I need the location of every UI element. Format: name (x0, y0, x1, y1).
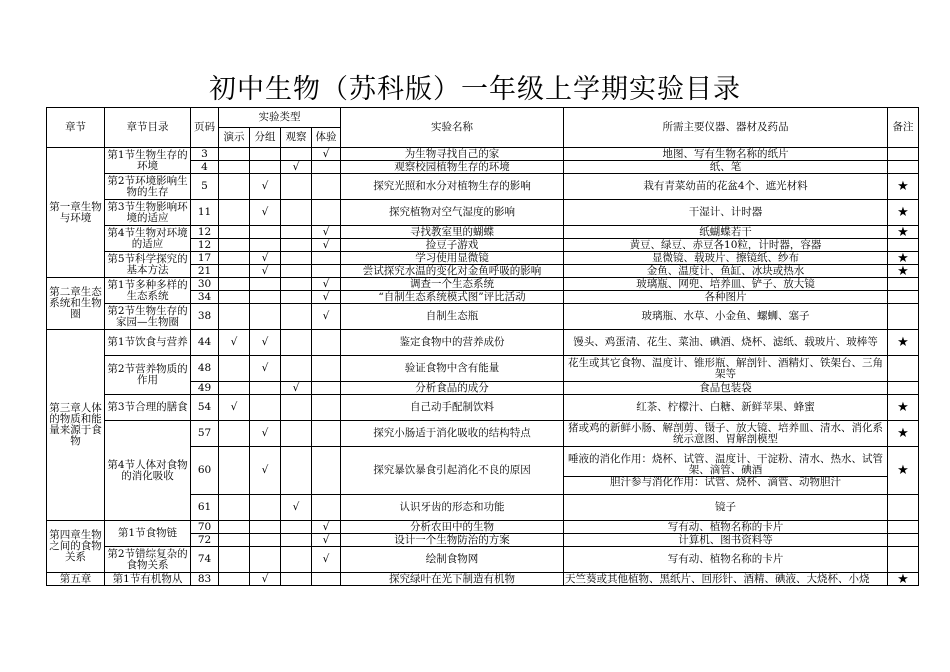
demo-cell (219, 200, 250, 226)
experience-cell (312, 330, 341, 356)
experience-cell: √ (312, 547, 341, 573)
group-cell: √ (250, 421, 281, 447)
materials-cell: 天竺葵或其他植物、黑纸片、回形针、酒精、碘液、大烧杯、小烧 (564, 573, 888, 586)
materials-cell: 纸蝴蝶若干 (564, 226, 888, 239)
materials-cell: 花生或其它食物、温度计、锥形瓶、解剖针、酒精灯、铁架台、三角架等 (564, 356, 888, 382)
group-cell (250, 161, 281, 174)
demo-cell (219, 278, 250, 291)
experience-cell (312, 382, 341, 395)
materials-cell: 镜子 (564, 495, 888, 521)
experiment-name-cell: 分析农田中的生物 (341, 521, 564, 534)
note-cell (888, 356, 919, 382)
experiment-name-cell: 探究植物对空气湿度的影响 (341, 200, 564, 226)
materials-cell: 干湿计、计时器 (564, 200, 888, 226)
experience-cell (312, 395, 341, 421)
materials-cell: 玻璃瓶、网兜、培养皿、铲子、放大镜 (564, 278, 888, 291)
group-cell: √ (250, 573, 281, 586)
experience-cell (312, 265, 341, 278)
header-type: 实验类型 (219, 108, 341, 128)
experience-cell (312, 573, 341, 586)
experiment-name-cell: 观察校园植物生存的环境 (341, 161, 564, 174)
note-cell (888, 521, 919, 534)
chapter-cell: 第三章人体的物质和能量来源于食物 (47, 330, 105, 521)
experience-cell (312, 252, 341, 265)
demo-cell (219, 447, 250, 495)
experiment-name-cell: 捡豆子游戏 (341, 239, 564, 252)
experiment-name-cell: 设计一个生物防治的方案 (341, 534, 564, 547)
section-cell: 第3节合理的膳食 (105, 395, 191, 421)
experience-cell: √ (312, 226, 341, 239)
observe-cell (281, 148, 312, 161)
experience-cell (312, 174, 341, 200)
materials-cell: 猪或鸡的新鲜小肠、解剖剪、镊子、放大镜、培养皿、清水、消化系统示意图、胃解剖模型 (564, 421, 888, 447)
header-chapter: 章节 (47, 108, 105, 148)
header-type-group: 分组 (250, 128, 281, 148)
group-cell (250, 521, 281, 534)
observe-cell (281, 174, 312, 200)
observe-cell (281, 226, 312, 239)
observe-cell (281, 265, 312, 278)
section-cell: 第1节食物链 (105, 521, 191, 547)
demo-cell (219, 534, 250, 547)
page-cell: 61 (191, 495, 219, 521)
note-cell (888, 547, 919, 573)
demo-cell (219, 573, 250, 586)
demo-cell (219, 239, 250, 252)
note-cell: ★ (888, 265, 919, 278)
page-cell: 54 (191, 395, 219, 421)
demo-cell (219, 291, 250, 304)
note-cell: ★ (888, 226, 919, 239)
materials-cell: 显微镜、载玻片、擦镜纸、纱布 (564, 252, 888, 265)
experiment-name-cell: 探究小肠适于消化吸收的结构特点 (341, 421, 564, 447)
page-title: 初中生物（苏科版）一年级上学期实验目录 (209, 74, 741, 105)
materials-cell: 地图、写有生物名称的纸片 (564, 148, 888, 161)
observe-cell (281, 304, 312, 330)
materials-cell: 黄豆、绿豆、赤豆各10粒，计时器，容器 (564, 239, 888, 252)
group-cell (250, 148, 281, 161)
note-cell (888, 161, 919, 174)
experience-cell: √ (312, 291, 341, 304)
observe-cell (281, 252, 312, 265)
observe-cell: √ (281, 161, 312, 174)
section-cell: 第4节人体对食物的消化吸收 (105, 421, 191, 521)
page-cell: 30 (191, 278, 219, 291)
page-cell: 11 (191, 200, 219, 226)
group-cell: √ (250, 356, 281, 382)
demo-cell: √ (219, 330, 250, 356)
group-cell: √ (250, 174, 281, 200)
experiment-name-cell: 探究光照和水分对植物生存的影响 (341, 174, 564, 200)
header-type-observe: 观察 (281, 128, 312, 148)
materials-cell: 写有动、植物名称的卡片 (564, 547, 888, 573)
group-cell (250, 395, 281, 421)
header-type-demo: 演示 (219, 128, 250, 148)
demo-cell (219, 382, 250, 395)
materials-cell: 玻璃瓶、水草、小金鱼、螺蛳、塞子 (564, 304, 888, 330)
note-cell (888, 291, 919, 304)
group-cell: √ (250, 265, 281, 278)
materials-bile: 胆汁参与消化作用：试管、烧杯、滴管、动物胆汁 (564, 476, 888, 488)
chapter-cell: 第一章生物与环境 (47, 148, 105, 278)
page-cell: 49 (191, 382, 219, 395)
demo-cell (219, 521, 250, 534)
page-cell: 3 (191, 148, 219, 161)
note-cell: ★ (888, 395, 919, 421)
chapter-cell: 第二章生态系统和生物圈 (47, 278, 105, 330)
materials-cell: 金鱼、温度计、鱼缸、冰块或热水 (564, 265, 888, 278)
observe-cell (281, 521, 312, 534)
experience-cell (312, 200, 341, 226)
demo-cell (219, 421, 250, 447)
section-cell: 第1节有机物从 (105, 573, 191, 586)
group-cell (250, 304, 281, 330)
experience-cell (312, 447, 341, 495)
section-cell: 第2节营养物质的作用 (105, 356, 191, 395)
materials-saliva: 唾液的消化作用：烧杯、试管、温度计、干淀粉、清水、热水、试管架、滴管、碘酒 (568, 452, 883, 476)
materials-cell (564, 447, 888, 495)
observe-cell (281, 291, 312, 304)
group-cell (250, 239, 281, 252)
experience-cell: √ (312, 278, 341, 291)
demo-cell (219, 547, 250, 573)
note-cell: ★ (888, 330, 919, 356)
experience-cell: √ (312, 521, 341, 534)
experiment-name-cell: 寻找教室里的蝴蝶 (341, 226, 564, 239)
page-cell: 70 (191, 521, 219, 534)
observe-cell (281, 200, 312, 226)
group-cell (250, 291, 281, 304)
group-cell: √ (250, 252, 281, 265)
demo-cell (219, 174, 250, 200)
header-materials: 所需主要仪器、器材及药品 (564, 108, 888, 148)
group-cell: √ (250, 330, 281, 356)
experiment-name-cell: “自制生态系统模式图”评比活动 (341, 291, 564, 304)
group-cell: √ (250, 447, 281, 495)
experiment-name-cell: 调查一个生态系统 (341, 278, 564, 291)
header-type-experience: 体验 (312, 128, 341, 148)
observe-cell (281, 534, 312, 547)
materials-cell: 红茶、柠檬汁、白糖、新鲜苹果、蜂蜜 (564, 395, 888, 421)
section-cell: 第2节生物生存的家园—生物圈 (105, 304, 191, 330)
page-cell: 57 (191, 421, 219, 447)
materials-cell: 写有动、植物名称的卡片 (564, 521, 888, 534)
experiment-table (46, 107, 919, 586)
observe-cell: √ (281, 495, 312, 521)
experience-cell (312, 356, 341, 382)
note-cell: ★ (888, 573, 919, 586)
note-cell (888, 278, 919, 291)
page-cell: 48 (191, 356, 219, 382)
group-cell (250, 495, 281, 521)
materials-cell: 计算机、图书资料等 (564, 534, 888, 547)
experience-cell: √ (312, 239, 341, 252)
section-cell: 第3节生物影响环境的适应 (105, 200, 191, 226)
demo-cell (219, 304, 250, 330)
header-section: 章节目录 (105, 108, 191, 148)
materials-cell: 食品包装袋 (564, 382, 888, 395)
note-cell (888, 304, 919, 330)
experiment-name-cell: 探究绿叶在光下制造有机物 (341, 573, 564, 586)
experiment-name-cell: 验证食物中含有能量 (341, 356, 564, 382)
materials-cell: 纸、笔 (564, 161, 888, 174)
observe-cell (281, 547, 312, 573)
chapter-cell: 第四章生物之间的食物关系 (47, 521, 105, 573)
demo-cell: √ (219, 395, 250, 421)
experiment-name-cell: 鉴定食物中的营养成份 (341, 330, 564, 356)
page-cell: 83 (191, 573, 219, 586)
observe-cell (281, 395, 312, 421)
demo-cell (219, 252, 250, 265)
page-cell: 74 (191, 547, 219, 573)
experiment-name-cell: 尝试探究水温的变化对金鱼呼吸的影响 (341, 265, 564, 278)
experiment-name-cell: 为生物寻找自己的家 (341, 148, 564, 161)
experience-cell (312, 495, 341, 521)
group-cell (250, 278, 281, 291)
section-cell: 第2节错综复杂的食物关系 (105, 547, 191, 573)
demo-cell (219, 495, 250, 521)
page-cell: 21 (191, 265, 219, 278)
page-cell: 17 (191, 252, 219, 265)
experiment-name-cell: 绘制食物网 (341, 547, 564, 573)
header-note: 备注 (888, 108, 919, 148)
observe-cell (281, 239, 312, 252)
materials-cell: 各种图片 (564, 291, 888, 304)
section-cell: 第2节环境影响生物的生存 (105, 174, 191, 200)
demo-cell (219, 148, 250, 161)
group-cell (250, 226, 281, 239)
observe-cell (281, 447, 312, 495)
note-cell: ★ (888, 200, 919, 226)
page-cell: 60 (191, 447, 219, 495)
observe-cell: √ (281, 382, 312, 395)
section-cell: 第5节科学探究的基本方法 (105, 252, 191, 278)
page-cell: 34 (191, 291, 219, 304)
experiment-name-cell: 自制生态瓶 (341, 304, 564, 330)
observe-cell (281, 330, 312, 356)
group-cell (250, 547, 281, 573)
note-cell (888, 148, 919, 161)
note-cell: ★ (888, 174, 919, 200)
observe-cell (281, 421, 312, 447)
experience-cell: √ (312, 304, 341, 330)
note-cell (888, 495, 919, 521)
group-cell (250, 534, 281, 547)
demo-cell (219, 356, 250, 382)
demo-cell (219, 161, 250, 174)
experience-cell: √ (312, 534, 341, 547)
observe-cell (281, 356, 312, 382)
materials-cell: 栽有青菜幼苗的花盆4个、遮光材料 (564, 174, 888, 200)
experience-cell (312, 421, 341, 447)
page-cell: 38 (191, 304, 219, 330)
experiment-name-cell: 分析食品的成分 (341, 382, 564, 395)
group-cell (250, 382, 281, 395)
note-cell (888, 239, 919, 252)
materials-cell: 馒头、鸡蛋清、花生、菜油、碘酒、烧杯、滤纸、载玻片、玻棒等 (564, 330, 888, 356)
observe-cell (281, 573, 312, 586)
note-cell: ★ (888, 252, 919, 265)
experiment-name-cell: 学习使用显微镜 (341, 252, 564, 265)
experience-cell: √ (312, 148, 341, 161)
experiment-name-cell: 探究暴饮暴食引起消化不良的原因 (341, 447, 564, 495)
header-page: 页码 (191, 108, 219, 148)
section-cell: 第1节生物生存的环境 (105, 148, 191, 174)
note-cell (888, 534, 919, 547)
header-name: 实验名称 (341, 108, 564, 148)
group-cell: √ (250, 200, 281, 226)
page-cell: 12 (191, 239, 219, 252)
experiment-name-cell: 自己动手配制饮料 (341, 395, 564, 421)
chapter-cell: 第五章 (47, 573, 105, 586)
page-cell: 4 (191, 161, 219, 174)
section-cell: 第1节饮食与营养 (105, 330, 191, 356)
section-cell: 第4节生物对环境的适应 (105, 226, 191, 252)
note-cell: ★ (888, 421, 919, 447)
demo-cell (219, 265, 250, 278)
experiment-name-cell: 认识牙齿的形态和功能 (341, 495, 564, 521)
page-cell: 5 (191, 174, 219, 200)
note-cell (888, 382, 919, 395)
page-cell: 44 (191, 330, 219, 356)
page-cell: 72 (191, 534, 219, 547)
demo-cell (219, 226, 250, 239)
experience-cell (312, 161, 341, 174)
observe-cell (281, 278, 312, 291)
page-cell: 12 (191, 226, 219, 239)
note-cell: ★ (888, 447, 919, 495)
section-cell: 第1节多种多样的生态系统 (105, 278, 191, 304)
